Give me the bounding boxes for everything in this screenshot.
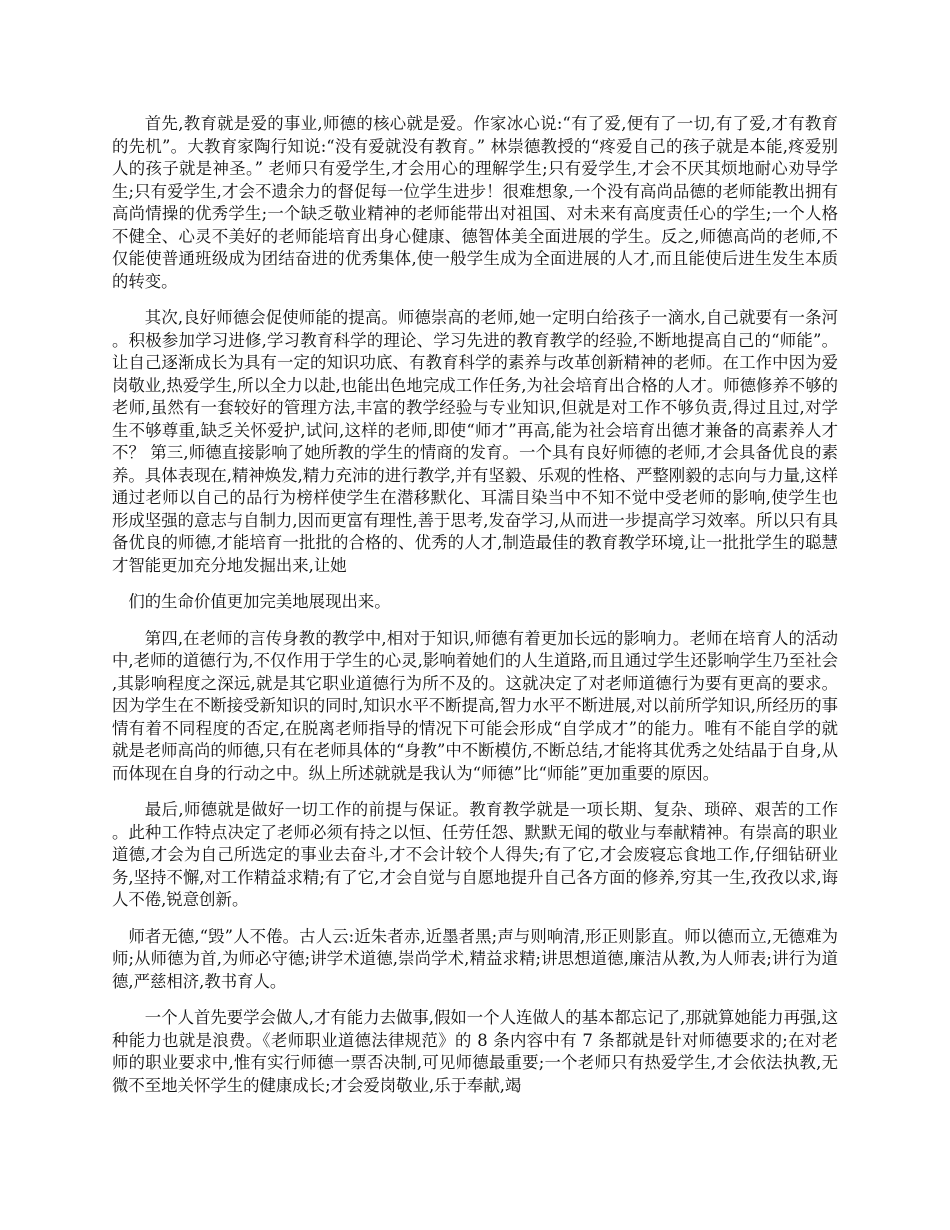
paragraph-first-love: 首先,教育就是爱的事业,师德的核心就是爱。作家冰心说:“有了爱,便有了一切,有了爱,才有教育的先机”。大教育家陶行知说:“没有爱就没有教育。” 林崇德教授的“疼爱自己的孩子就是本能,疼爱别人的孩子就是神圣。” 老师只有爱学生,才会用心的理解学生;只有爱学生,才会不厌其烦地耐心劝导学生;只有爱学生,才会不遗余力的督促每一位学生进步！很难想象,一个没有高尚品德的老师能教出拥有高尚情操的优秀学生;一个缺乏敬业精神的老师能带出对祖国、对未来有高度责任心的学生;一个人格不健全、心灵不美好的老师能培育出身心健康、德智体美全面进展的学生。反之,师德高尚的老师,不仅能使普通班级成为团结奋进的优秀集体,使一般学生成为全面进展的人才,而且能使后进生发生本质的转变。 xyxy=(112,114,838,291)
paragraph-teacher-virtue: 师者无德,“毁”人不倦。古人云:近朱者赤,近墨者黑;声与则响清,形正则影直。师以德而立,无德难为师;从师德为首,为师必守德;讲学术道德,崇尚学术,精益求精;讲思想道德,廉洁从教,为人师表;讲行为道德,严慈相济,教书育人。 xyxy=(112,926,838,991)
document-body xyxy=(112,113,838,1111)
paragraph-fourth-influence: 第四,在老师的言传身教的教学中,相对于知识,师德有着更加长远的影响力。老师在培育人的活动中,老师的道德行为,不仅作用于学生的心灵,影响着她们的人生道路,而且通过学生还影响学生乃至社会,其影响程度之深远,就是其它职业道德行为所不及的。这就决定了对老师道德行为要有更高的要求。因为学生在不断接受新知识的同时,知识水平不断提高,智力水平不断进展,对以前所学知识,所经历的事情有着不同程度的否定,在脱离老师指导的情况下可能会形成“自学成才”的能力。唯有不能自学的就就是老师高尚的师德,只有在老师具体的“身教”中不断模仿,不断总结,才能将其优秀之处结晶于自身,从而体现在自身的行动之中。纵上所述就就是我认为“师德”比“师能”更加重要的原因。 xyxy=(112,628,839,783)
paragraph-second-ability: 其次,良好师德会促使师能的提高。师德崇高的老师,她一定明白给孩子一滴水,自己就要有一条河。积极参加学习进修,学习教育科学的理论、学习先进的教育教学的经验,不断地提高自己的“师能”。让自己逐渐成长为具有一定的知识功底、有教育科学的素养与改革创新精神的老师。在工作中因为爱岗敬业,热爱学生,所以全力以赴,也能出色地完成工作任务,为社会培育出合格的人才。师德修养不够的老师,虽然有一套较好的管理方法,丰富的教学经验与专业知识,但就是对工作不够负责,得过且过,对学生不够尊重,缺乏关怀爱护,试问,这样的老师,即使“师才”再高,能为社会培育出德才兼备的高素养人才不？ 第三,师德直接影响了她所教的学生的情商的发育。一个具有良好师德的老师,才会具备优良的素养。具体表现在,精神焕发,精力充沛的进行教学,并有坚毅、乐观的性格、严整刚毅的志向与力量,这样通过老师以自己的品行为榜样使学生在潜移默化、耳濡目染当中不知不觉中受老师的影响,使学生也形成坚强的意志与自制力,因而更富有理性,善于思考,发奋学习,从而进一步提高学习效率。所以只有具备优良的师德,才能培育一批批的合格的、优秀的人才,制造最佳的教育教学环境,让一批批学生的聪慧才智能更加充分地发掘出来,让她 xyxy=(112,308,838,575)
paragraph-continuation: 们的生命价值更加完美地展现出来。 xyxy=(128,592,391,611)
paragraph-last-premise: 最后,师德就是做好一切工作的前提与保证。教育教学就是一项长期、复杂、琐碎、艰苦的工作。此种工作特点决定了老师必须有持之以恒、任劳任怨、默默无闻的敬业与奉献精神。有崇高的职业道德,才会为自己所选定的事业去奋斗,才不会计较个人得失;有了它,才会废寝忘食地工作,仔细钻研业务,坚持不懈,对工作精益求精;有了它,才会自觉与自愿地提升自己各方面的修养,穷其一生,孜孜以求,诲人不倦,锐意创新。 xyxy=(112,800,838,909)
paragraph-be-a-person: 一个人首先要学会做人,才有能力去做事,假如一个人连做人的基本都忘记了,那就算她能力再强,这种能力也就是浪费。《老师职业道德法律规范》的 8 条内容中有 7 条都就是针对师德要求的;在对老师的职业要求中,惟有实行师德一票否决制,可见师德最重要;一个老师只有热爱学生,才会依法执教,无微不至地关怀学生的健康成长;才会爱岗敬业,乐于奉献,竭 xyxy=(112,1008,838,1095)
